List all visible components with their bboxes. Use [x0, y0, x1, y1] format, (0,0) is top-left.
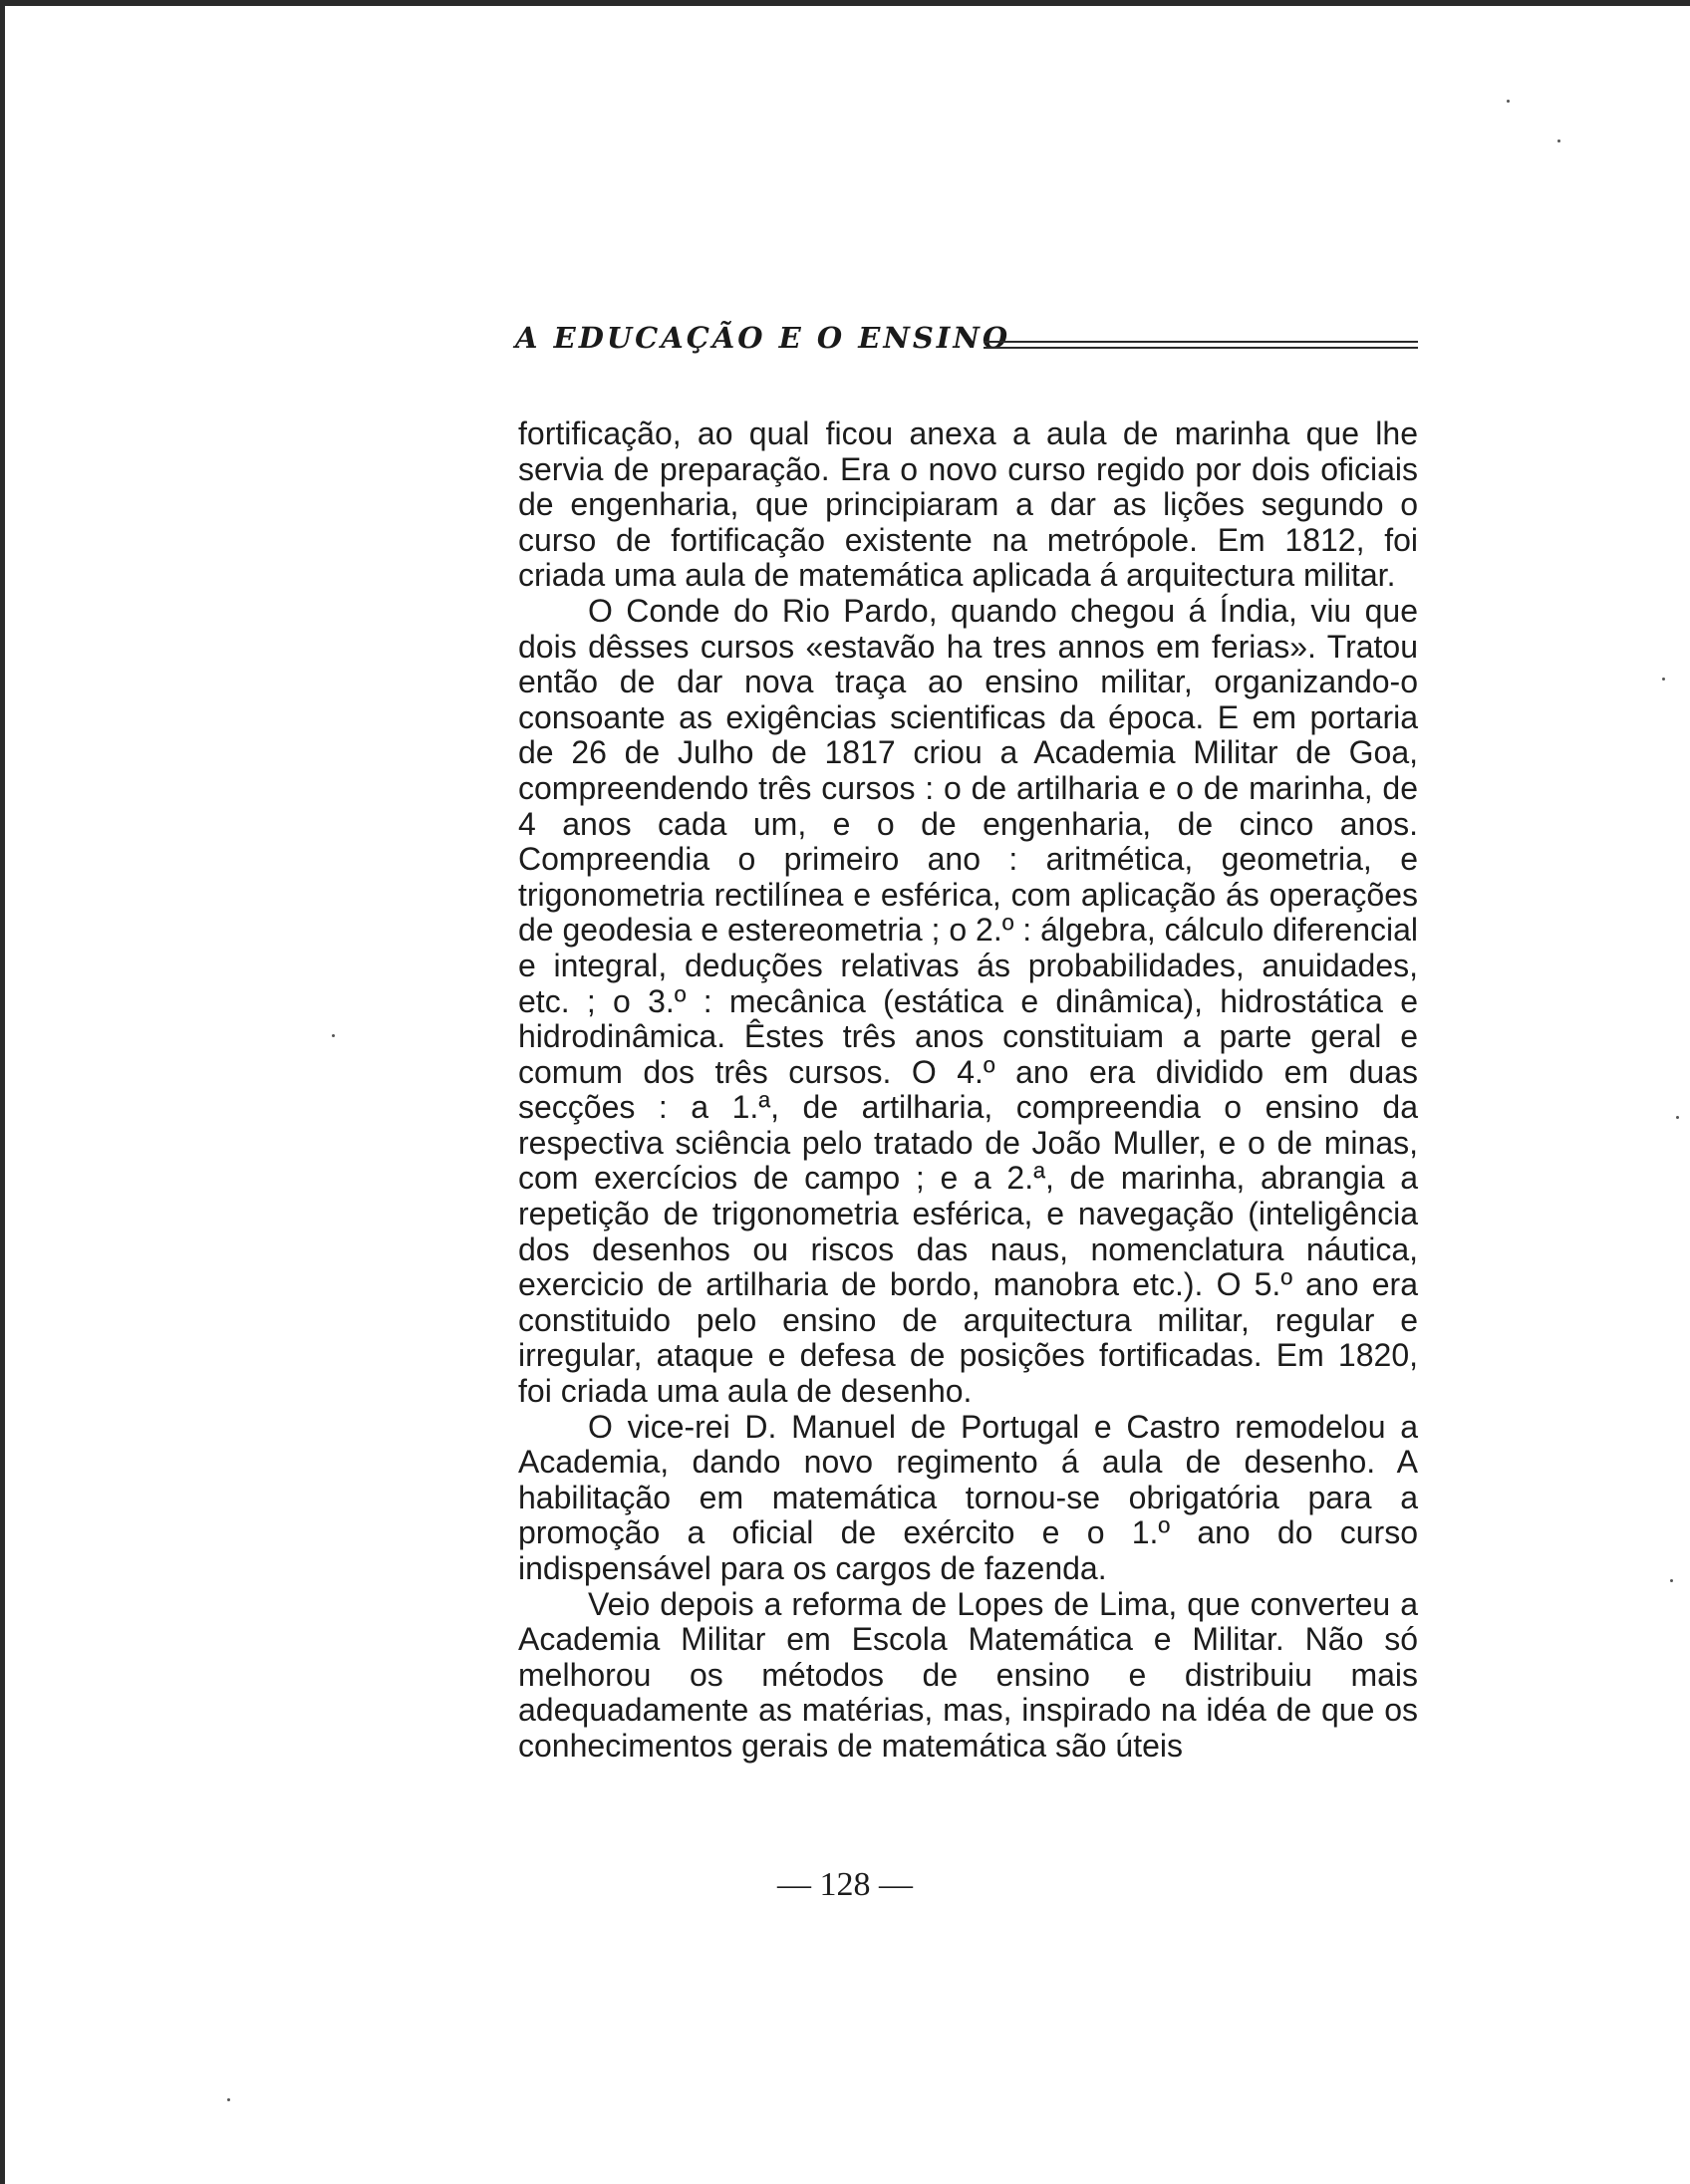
scan-speck [1507, 100, 1510, 103]
page-header [515, 321, 1418, 361]
paragraph: O vice-rei D. Manuel de Portugal e Castro remodelou a Academia, dando novo regimento á aula de desenho. A habilitação em matemática tornou-se obrigatória para a promoção a oficial de exército e o 1.º ano do curso indispensável para os cargos de fazenda. [518, 1408, 1418, 1586]
body-text [518, 416, 1418, 1765]
scan-left-edge [0, 0, 5, 2184]
scan-speck [227, 2098, 230, 2101]
running-title: A EDUCAÇÃO E O ENSINO [515, 321, 1011, 355]
scan-speck [1670, 1579, 1673, 1582]
page-number: — 128 — [777, 1866, 913, 1903]
scan-speck [332, 1034, 335, 1037]
header-double-rule [984, 341, 1418, 349]
scan-speck [1676, 1116, 1679, 1119]
paragraph: O Conde do Rio Pardo, quando chegou á Índia, viu que dois dêsses cursos «estavão ha tres annos em ferias». Tratou então de dar nova traça ao ensino militar, organizando-o consoante as exigências scientificas da época. E em portaria de 26 de Julho de 1817 criou a Academia Militar de Goa, compreendendo três cursos : o de artilharia e o de marinha, de 4 anos cada um, e o de engenharia, de cinco anos. Compreendia o primeiro ano : aritmética, geometria, e trigonometria rectilínea e esférica, com aplicação ás operações de geodesia e estereometria ; o 2.º : álgebra, cálculo diferencial e integral, deduções relativas ás probabilidades, anuidades, etc. ; o 3.º : mecânica (estática e dinâmica), hidrostática e hidrodinâmica. Êstes três anos constituiam a parte geral e comum dos três cursos. O 4.º ano era dividido em duas secções : a 1.ª, de artilharia, compreendia o ensino da respectiva sciência pelo tratado de João Muller, e o de minas, com exercícios de campo ; e a 2.ª, de marinha, abrangia a repetição de trigonometria esférica, e navegação (inteligência dos desenhos ou riscos das naus, nomenclatura náutica, exercicio de artilharia de bordo, manobra etc.). O 5.º ano era constituido pelo ensino de arquitectura militar, regular e irregular, ataque e defesa de posições fortificadas. Em 1820, foi criada uma aula de desenho. [518, 592, 1418, 1410]
scan-top-edge [0, 0, 1690, 6]
paragraph-continued: fortificação, ao qual ficou anexa a aula de marinha que lhe servia de preparação. Era o novo curso regido por dois oficiais de engenharia, que principiaram a dar as lições segundo o curso de fortificação existente na metrópole. Em 1812, foi criada uma aula de matemática aplicada á arquitectura militar. [518, 415, 1418, 594]
scan-speck [1557, 139, 1560, 142]
scan-speck [1662, 678, 1665, 681]
paragraph: Veio depois a reforma de Lopes de Lima, que converteu a Academia Militar em Escola Matemática e Militar. Não só melhorou os métodos de ensino e distribuiu mais adequadamente as matérias, mas, inspirado na idéa de que os conhecimentos gerais de matemática são úteis [518, 1585, 1418, 1764]
